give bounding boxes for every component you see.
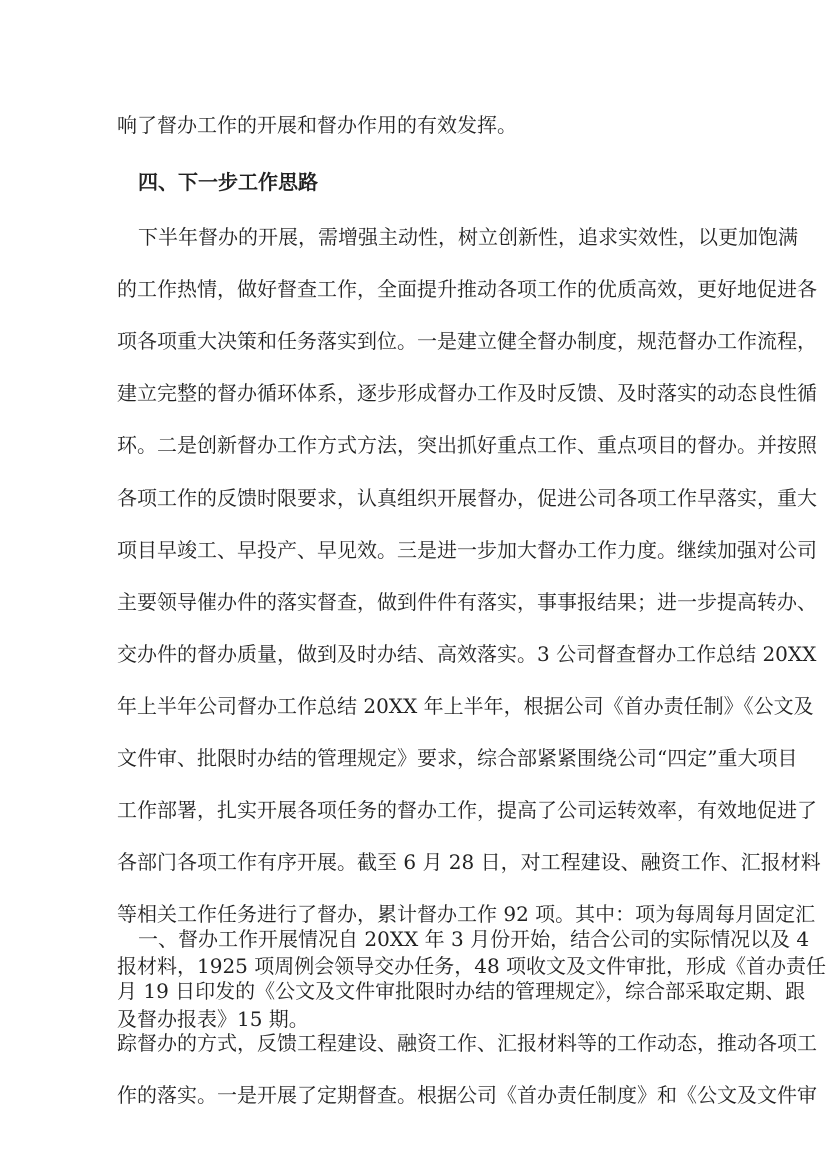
- paragraph-line: 作的落实。一是开展了定期督查。根据公司《首办责任制度》和《公文及文件审: [117, 1083, 817, 1108]
- paragraph-line: 下半年督办的开展，需增强主动性，树立创新性，追求实效性，以更加饱满: [138, 225, 798, 249]
- paragraph-line: 项目早竣工、早投产、早见效。三是进一步加大督办工作力度。继续加强对公司: [117, 537, 817, 562]
- paragraph-line: 的工作热情，做好督查工作，全面提升推动各项工作的优质高效，更好地促进各: [117, 277, 817, 302]
- paragraph-line: 项各项重大决策和任务落实到位。一是建立健全督办制度，规范督办工作流程，: [117, 329, 817, 354]
- paragraph-line: 一、督办工作开展情况自 20XX 年 3 月份开始，结合公司的实际情况以及 4: [138, 927, 810, 951]
- paragraph-line: 各项工作的反馈时限要求，认真组织开展督办，促进公司各项工作早落实，重大: [117, 485, 817, 510]
- paragraph-line: 报材料，1925 项周例会领导交办任务，48 项收文及文件审批，形成《首办责任: [117, 954, 827, 979]
- section-heading: 四、下一步工作思路: [138, 170, 318, 194]
- paragraph-line: 环。二是创新督办工作方式方法，突出抓好重点工作、重点项目的督办。并按照: [117, 433, 817, 458]
- paragraph-line: 工作部署，扎实开展各项任务的督办工作，提高了公司运转效率，有效地促进了: [117, 798, 817, 823]
- paragraph-line: 文件审、批限时办结的管理规定》要求，综合部紧紧围绕公司“四定”重大项目: [117, 746, 798, 770]
- paragraph-line: 各部门各项工作有序开展。截至 6 月 28 日，对工程建设、融资工作、汇报材料: [117, 850, 821, 875]
- paragraph-line: 响了督办工作的开展和督办作用的有效发挥。: [117, 113, 517, 137]
- paragraph-line: 建立完整的督办循环体系，逐步形成督办工作及时反馈、及时落实的动态良性循: [117, 381, 817, 406]
- paragraph-line: 月 19 日印发的《公文及文件审批限时办结的管理规定》，综合部采取定期、跟: [117, 979, 806, 1004]
- paragraph-line: 主要领导催办件的落实督查，做到件件有落实，事事报结果；进一步提高转办、: [117, 589, 817, 614]
- paragraph-line: 踪督办的方式，反馈工程建设、融资工作、汇报材料等的工作动态，推动各项工: [117, 1031, 817, 1056]
- paragraph-line: 交办件的督办质量，做到及时办结、高效落实。3 公司督查督办工作总结 20XX: [117, 641, 817, 666]
- paragraph-line: 年上半年公司督办工作总结 20XX 年上半年，根据公司《首办责任制》《公文及: [117, 693, 814, 718]
- paragraph-line: 及督办报表》15 期。: [117, 1006, 309, 1031]
- paragraph-line: 等相关工作任务进行了督办，累计督办工作 92 项。其中：项为每周每月固定汇: [117, 902, 816, 927]
